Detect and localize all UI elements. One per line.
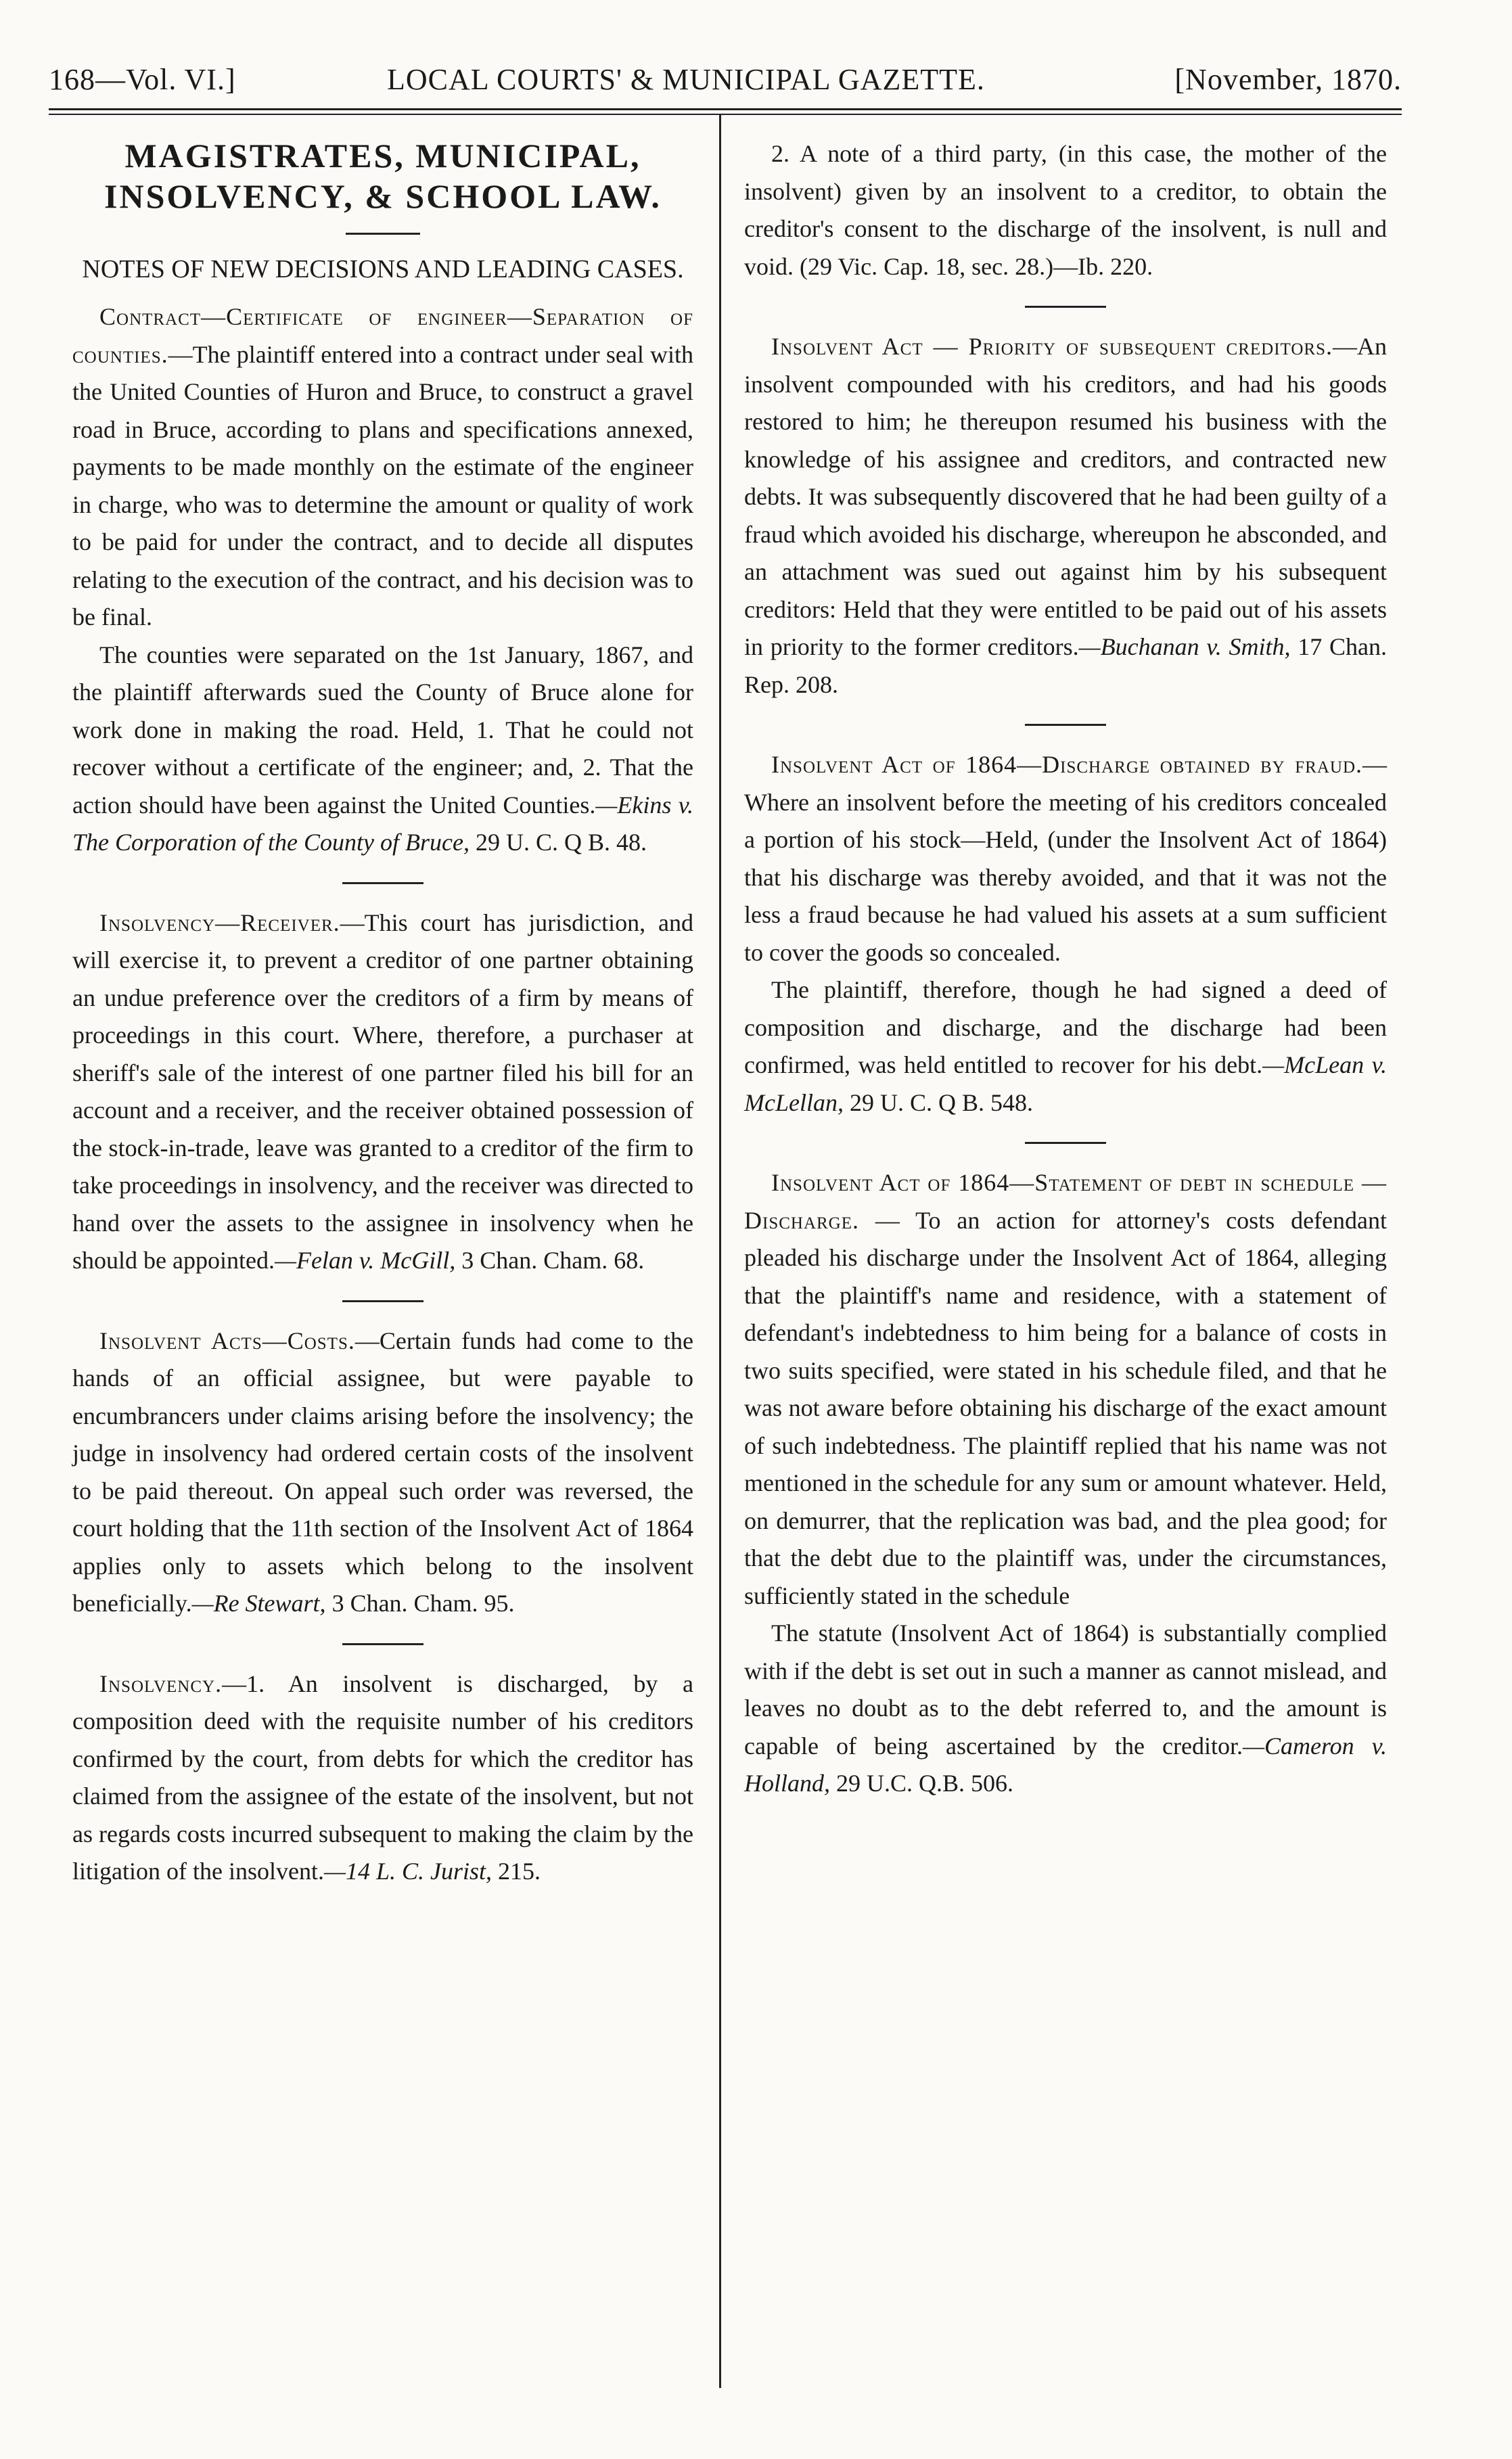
header-rule — [49, 108, 1402, 110]
case-citation: 29 U.C. Q.B. 506. — [830, 1770, 1014, 1797]
page-number-volume: 168—Vol. VI.] — [49, 63, 236, 96]
note-entry — [72, 1665, 693, 1891]
note-text: The counties were separated on the 1st January, 1867, and the plaintiff afterwards sued the County of Bruce alone for work done in making the road. Held, 1. That he could not recover without a certificate of the engineer; and, 2. That the action should have been against the United Counties. — [72, 641, 693, 819]
case-citation: 29 U. C. Q B. 548. — [843, 1088, 1034, 1116]
note-text: —The plaintiff entered into a contract under seal with the United Counties of Huron and Bruce, to construct a gravel road in Bruce, according to plans and specifications annexed, payments to be made monthly on the estimate of the engineer in charge, who was to determine the amount or quality of work to be paid for under the contract, and to decide all disputes relating to the execution of the contract, and his decision was to be final. — [72, 340, 693, 630]
note-text: —Certain funds had come to the hands of an official assignee, but were payable to encumbrancers under claims arising before the insolvency; the judge in insolvency had ordered certain costs of the insolvent to be paid thereout. On appeal such order was reversed, the court holding that the 11th section of the Insolvent Act of 1864 applies only to assets which belong to the insolvent beneficially. — [72, 1327, 693, 1617]
note-text: —This court has jurisdiction, and will exercise it, to prevent a creditor of one partner obtaining an undue preference over the creditors of a firm by means of proceedings in this court. Where, therefore, a purchaser at sheriff's sale of the interest of one partner filed his bill for an account and a receiver, and the receiver obtained possession of the stock-in-trade, leave was granted to a creditor of the firm to take proceedings in insolvency, and the receiver was directed to hand over the assets to the assignee in insolvency when he should be appointed. — [72, 909, 693, 1274]
note-text: —Where an insolvent before the meeting of his creditors concealed a portion of his stock—Held, (under the Insolvent Act of 1864) that his discharge was thereby avoided, and that it was not the less a fraud because he had valued his assets at a sum sufficient to cover the goods so concealed. — [744, 751, 1387, 966]
title-rule — [346, 233, 420, 235]
note-paragraph — [72, 1323, 693, 1623]
note-text: —An insolvent compounded with his creditors, and had his goods restored to him; he thereupon resumed his business with the knowledge of his assignee and creditors, and contracted new debts. It was subsequently discovered that he had been guilty of a fraud which avoided his discharge, whereupon he absconded, and an attachment was sued out against him by his subsequent creditors: Held that they were entitled to be paid out of his assets in priority to the former creditors. — [744, 333, 1387, 660]
case-citation: 17 Chan. Rep. 208. — [744, 633, 1387, 698]
note-paragraph — [744, 1615, 1387, 1803]
case-name: —Felan v. McGill, — [274, 1247, 456, 1274]
note-text: — To an action for attorney's costs defendant pleaded his discharge under the Insolvent Act of 1864, alleging that the plaintiff's name and residence, with a statement of defendant's indebtedness to him being for a balance of costs in two suits specified, were stated in his schedule filed, and that he was not aware before obtaining his discharge of the exact amount of such indebtedness. The plaintiff replied that his name was not mentioned in the schedule for any sum or amount whatever. Held, on demurrer, that the replication was bad, and the plea good; for that the debt due to the plaintiff was, under the circumstances, sufficiently stated in the schedule — [744, 1206, 1387, 1609]
note-heading: Insolvent Act of 1864—Statement of debt in schedule — Discharge. — [744, 1169, 1387, 1234]
header-rule-thin — [49, 114, 1402, 115]
note-paragraph — [72, 1665, 693, 1891]
entry-separator — [342, 1643, 423, 1645]
note-entry — [72, 298, 693, 862]
note-paragraph — [72, 637, 693, 862]
case-name: —Cameron v. Holland, — [744, 1732, 1387, 1797]
note-text: 2. A note of a third party, (in this case, the mother of the insolvent) given by an insolvent to a creditor, to obtain the creditor's consent to the discharge of the insolvent, is null and void. (29 Vic. Cap. 18, sec. 28.)—Ib. 220. — [744, 140, 1387, 280]
note-text: The plaintiff, therefore, though he had signed a deed of composition and discharge, and the discharge had been confirmed, was held entitled to recover for his debt. — [744, 976, 1387, 1078]
note-entry — [744, 1164, 1387, 1803]
note-heading: Insolvent Act of 1864—Discharge obtained by fraud. — [771, 751, 1362, 778]
note-heading: Insolvent Act — Priority of subsequent creditors. — [771, 333, 1333, 360]
entry-separator — [1025, 1142, 1106, 1144]
case-name: —McLean v. McLellan, — [744, 1051, 1387, 1116]
entry-separator — [342, 882, 423, 884]
note-heading: Insolvency—Receiver. — [99, 909, 340, 936]
note-paragraph — [744, 135, 1387, 285]
note-heading: Contract—Certificate of engineer—Separation of counties. — [72, 303, 693, 368]
entry-separator — [1025, 724, 1106, 726]
case-name: —Buchanan v. Smith, — [1078, 633, 1291, 660]
note-paragraph — [744, 971, 1387, 1122]
note-entry — [744, 746, 1387, 1122]
case-name: —14 L. C. Jurist, — [323, 1858, 492, 1885]
right-column — [744, 135, 1387, 1803]
column-divider — [719, 115, 721, 2388]
issue-date: [November, 1870. — [1174, 63, 1402, 96]
note-paragraph — [744, 328, 1387, 704]
case-citation: 215. — [492, 1858, 541, 1885]
running-head — [49, 62, 1402, 103]
note-entry — [72, 1323, 693, 1623]
publication-title: LOCAL COURTS' & MUNICIPAL GAZETTE. — [387, 63, 985, 96]
section-subtitle: NOTES OF NEW DECISIONS AND LEADING CASES. — [82, 255, 684, 283]
case-citation: 3 Chan. Cham. 95. — [325, 1590, 515, 1617]
case-name: —Ekins v. The Corporation of the County of Bruce, — [72, 791, 693, 856]
note-entry — [72, 904, 693, 1280]
note-paragraph — [744, 746, 1387, 971]
case-citation: 29 U. C. Q B. 48. — [469, 829, 647, 856]
note-heading: Insolvency. — [99, 1670, 223, 1697]
note-text: —1. An insolvent is discharged, by a composition deed with the requisite number of his creditors confirmed by the court, from debts for which the creditor has claimed from the assignee of the estate of the insolvent, but not as regards costs incurred subsequent to making the claim by the litigation of the insolvent. — [72, 1670, 693, 1885]
section-title: MAGISTRATES, MUNICIPAL, INSOLVENCY, & SCHOOL LAW. — [104, 137, 662, 215]
note-entry — [744, 328, 1387, 704]
entry-separator — [342, 1300, 423, 1302]
note-heading: Insolvent Acts—Costs. — [99, 1327, 355, 1354]
left-column — [72, 135, 693, 1891]
note-text: The statute (Insolvent Act of 1864) is substantially complied with if the debt is set out in such a manner as cannot mislead, and leaves no doubt as to the debt referred to, and the amount is capable of being ascertained by the creditor. — [744, 1619, 1387, 1760]
case-citation: 3 Chan. Cham. 68. — [455, 1247, 645, 1274]
note-paragraph — [744, 1164, 1387, 1615]
entry-separator — [1025, 306, 1106, 308]
note-entry — [744, 135, 1387, 285]
case-name: —Re Stewart, — [191, 1590, 326, 1617]
note-paragraph — [72, 904, 693, 1280]
note-paragraph — [72, 298, 693, 637]
